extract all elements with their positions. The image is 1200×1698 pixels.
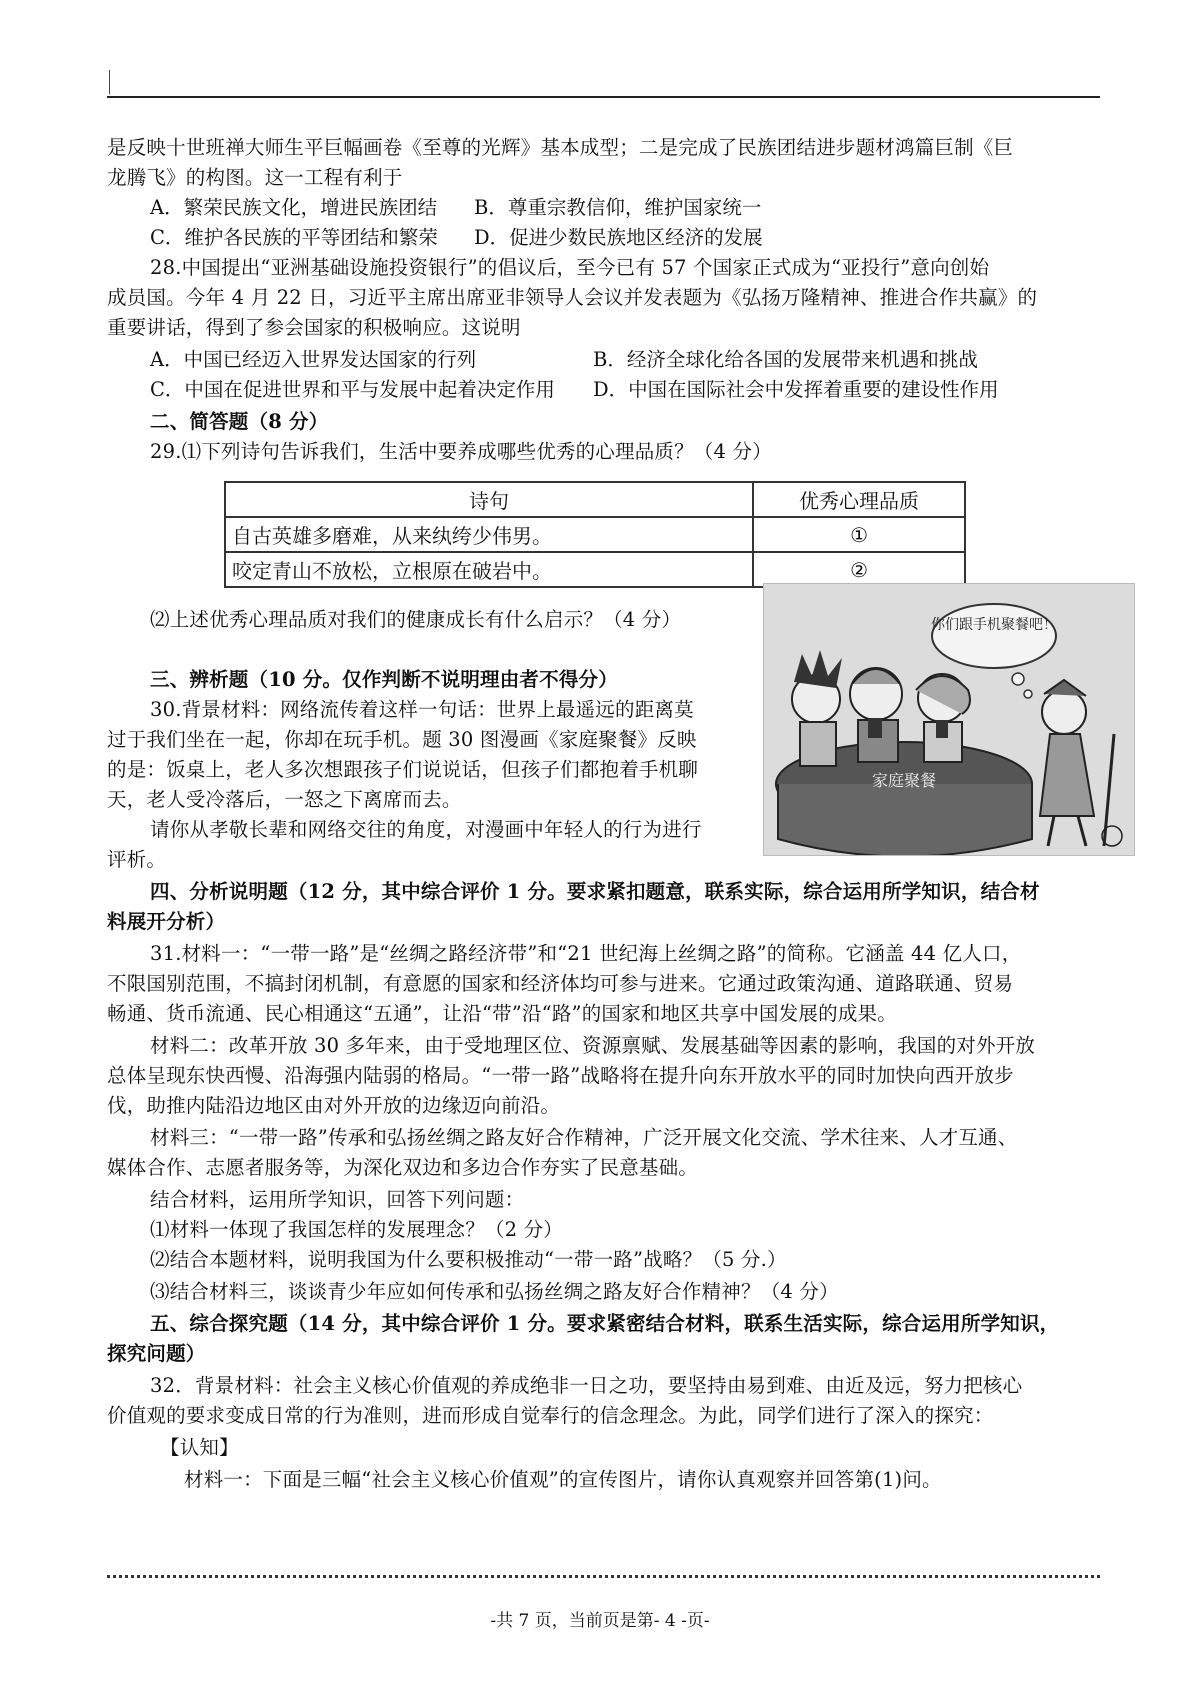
text-line: 总体呈现东快西慢、沿海强内陆弱的格局。“一带一路”战略将在提升向东开放水平的同时加快向西开放步: [107, 1064, 1014, 1087]
text-line: 材料二：改革开放 30 多年来，由于受地理区位、资源禀赋、发展基础等因素的影响，我国的对外开放: [150, 1034, 1036, 1057]
text-line: 是反映十世班禅大师生平巨幅画卷《至尊的光辉》基本成型；二是完成了民族团结进步题材鸿篇巨制《巨: [107, 136, 1014, 159]
option-c: C．维护各民族的平等团结和繁荣: [150, 226, 438, 249]
text-line: 成员国。今年 4 月 22 日，习近平主席出席亚非领导人会议并发表题为《弘扬万隆精神、推进合作共赢》的: [107, 286, 1038, 309]
page-footer: -共 7 页，当前页是第- 4 -页-: [490, 1611, 710, 1631]
section-heading: 探究问题）: [107, 1342, 206, 1365]
subheading: 【认知】: [160, 1436, 239, 1459]
poem-cell: 自古英雄多磨难，从来纨绔少伟男。: [225, 517, 753, 552]
option-a: A．繁荣民族文化，增进民族团结: [150, 196, 438, 219]
question-28: 28.中国提出“亚洲基础设施投资银行”的倡议后，至今已有 57 个国家正式成为“亚投行”意向创始: [150, 256, 990, 279]
sub-question: ⑶结合材料三，谈谈青少年应如何传承和弘扬丝绸之路友好合作精神？（4 分）: [150, 1280, 839, 1303]
poem-table: [224, 481, 966, 588]
text-line: 天，老人受冷落后，一怒之下离席而去。: [107, 788, 462, 811]
text-line: 重要讲话，得到了参会国家的积极响应。这说明: [107, 316, 521, 339]
sub-question: ⑴材料一体现了我国怎样的发展理念？（2 分）: [150, 1218, 564, 1241]
table-label: 家庭聚餐: [871, 771, 937, 790]
cut-line: [107, 1575, 1100, 1578]
question-29-part2: ⑵上述优秀心理品质对我们的健康成长有什么启示？（4 分）: [150, 608, 682, 631]
text-line: 过于我们坐在一起，你却在玩手机。题 30 图漫画《家庭聚餐》反映: [107, 728, 697, 751]
option-c: C．中国在促进世界和平与发展中起着决定作用: [150, 378, 555, 401]
option-b: B．尊重宗教信仰，维护国家统一: [474, 196, 762, 219]
table-row: [225, 517, 965, 552]
text-line: 的是：饭桌上，老人多次想跟孩子们说说话，但孩子们都抱着手机聊: [107, 758, 699, 781]
table-row: [225, 552, 965, 587]
text-line: 结合材料，运用所学知识，回答下列问题：: [150, 1188, 525, 1211]
question-30: 30.背景材料：网络流传着这样一句话：世界上最遥远的距离莫: [150, 698, 694, 721]
sub-question: ⑵结合本题材料，说明我国为什么要积极推动“一带一路”战略？（5 分.）: [150, 1248, 787, 1271]
poem-cell: 咬定青山不放松，立根原在破岩中。: [225, 552, 753, 587]
header-tick: [109, 70, 110, 94]
speech-bubble-text: 你们跟手机聚餐吧！: [931, 617, 1057, 633]
text-line: 不限国别范围，不搞封闭机制，有意愿的国家和经济体均可参与进来。它通过政策沟通、道路联通、贸易: [107, 972, 1014, 995]
text-line: 材料三：“一带一路”传承和弘扬丝绸之路友好合作精神，广泛开展文化交流、学术往来、人才互通、: [150, 1126, 1018, 1149]
text-line: 媒体合作、志愿者服务等，为深化双边和多边合作夯实了民意基础。: [107, 1156, 699, 1179]
question-31: 31.材料一：“一带一路”是“丝绸之路经济带”和“21 世纪海上丝绸之路”的简称。它涵盖 44 亿人口，: [150, 942, 1022, 965]
table-header: 优秀心理品质: [753, 482, 965, 517]
section-heading: 二、简答题（8 分）: [150, 410, 329, 433]
text-line: 请你从孝敬长辈和网络交往的角度，对漫画中年轻人的行为进行: [150, 818, 702, 841]
text-line: 材料一：下面是三幅“社会主义核心价值观”的宣传图片，请你认真观察并回答第(1)问。: [184, 1468, 942, 1491]
answer-blank: ②: [753, 552, 965, 587]
text-line: 畅通、货币流通、民心相通这“五通”，让沿“带”沿“路”的国家和地区共享中国发展的成果。: [107, 1002, 897, 1025]
answer-blank: ①: [753, 517, 965, 552]
text-line: 评析。: [107, 848, 167, 871]
section-heading: 三、辨析题（10 分。仅作判断不说明理由者不得分）: [150, 668, 618, 691]
text-line: 伐，助推内陆沿边地区由对外开放的边缘迈向前沿。: [107, 1094, 561, 1117]
family-dinner-cartoon: [763, 583, 1135, 856]
option-a: A．中国已经迈入世界发达国家的行列: [150, 348, 477, 371]
header-rule: [107, 96, 1100, 98]
text-line: 龙腾飞》的构图。这一工程有利于: [107, 166, 403, 189]
section-heading: 五、综合探究题（14 分，其中综合评价 1 分。要求紧密结合材料，联系生活实际，综合运用所学知识，: [150, 1312, 1060, 1335]
question-29: 29.⑴下列诗句告诉我们，生活中要养成哪些优秀的心理品质？（4 分）: [150, 440, 772, 463]
question-32: 32．背景材料：社会主义核心价值观的养成绝非一日之功，要坚持由易到难、由近及远，努力把核心: [150, 1374, 1023, 1397]
option-b: B．经济全球化给各国的发展带来机遇和挑战: [593, 348, 978, 371]
section-heading: 料展开分析）: [107, 910, 226, 933]
text-line: 价值观的要求变成日常的行为准则，进而形成自觉奉行的信念理念。为此，同学们进行了深入的探究：: [107, 1404, 994, 1427]
option-d: D．中国在国际社会中发挥着重要的建设性作用: [593, 378, 999, 401]
option-d: D．促进少数民族地区经济的发展: [474, 226, 763, 249]
section-heading: 四、分析说明题（12 分，其中综合评价 1 分。要求紧扣题意，联系实际，综合运用所学知识，结合材: [150, 880, 1040, 903]
table-header: 诗句: [225, 482, 753, 517]
